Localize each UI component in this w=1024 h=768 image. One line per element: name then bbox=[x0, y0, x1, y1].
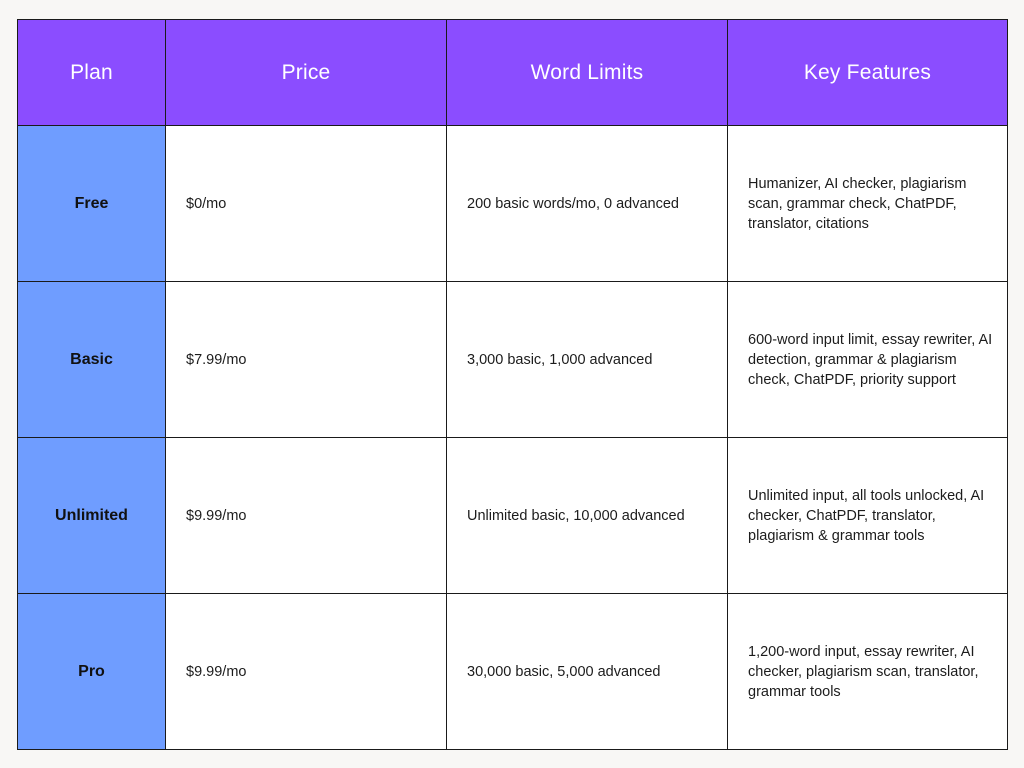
plan-word-limits: 3,000 basic, 1,000 advanced bbox=[447, 282, 728, 438]
table-header bbox=[18, 20, 1008, 126]
header-price: Price bbox=[166, 20, 447, 126]
table-row-basic bbox=[18, 282, 1008, 438]
plan-price: $0/mo bbox=[166, 126, 447, 282]
table-row-free bbox=[18, 126, 1008, 282]
plan-key-features: 1,200-word input, essay rewriter, AI checker, plagiarism scan, translator, grammar tools bbox=[728, 594, 1008, 750]
plan-word-limits: 30,000 basic, 5,000 advanced bbox=[447, 594, 728, 750]
plan-name: Basic bbox=[18, 282, 166, 438]
plan-price: $7.99/mo bbox=[166, 282, 447, 438]
plan-key-features: 600-word input limit, essay rewriter, AI detection, grammar & plagiarism check, ChatPDF, priority support bbox=[728, 282, 1008, 438]
pricing-table bbox=[17, 19, 1008, 750]
plan-price: $9.99/mo bbox=[166, 438, 447, 594]
table-body bbox=[18, 126, 1008, 750]
plan-word-limits: 200 basic words/mo, 0 advanced bbox=[447, 126, 728, 282]
plan-key-features: Humanizer, AI checker, plagiarism scan, grammar check, ChatPDF, translator, citations bbox=[728, 126, 1008, 282]
plan-name: Free bbox=[18, 126, 166, 282]
header-word-limits: Word Limits bbox=[447, 20, 728, 126]
header-plan: Plan bbox=[18, 20, 166, 126]
plan-name: Unlimited bbox=[18, 438, 166, 594]
header-row bbox=[18, 20, 1008, 126]
plan-key-features: Unlimited input, all tools unlocked, AI checker, ChatPDF, translator, plagiarism & grammar tools bbox=[728, 438, 1008, 594]
plan-name: Pro bbox=[18, 594, 166, 750]
header-key-features: Key Features bbox=[728, 20, 1008, 126]
table-row-unlimited bbox=[18, 438, 1008, 594]
plan-word-limits: Unlimited basic, 10,000 advanced bbox=[447, 438, 728, 594]
plan-price: $9.99/mo bbox=[166, 594, 447, 750]
table-row-pro bbox=[18, 594, 1008, 750]
